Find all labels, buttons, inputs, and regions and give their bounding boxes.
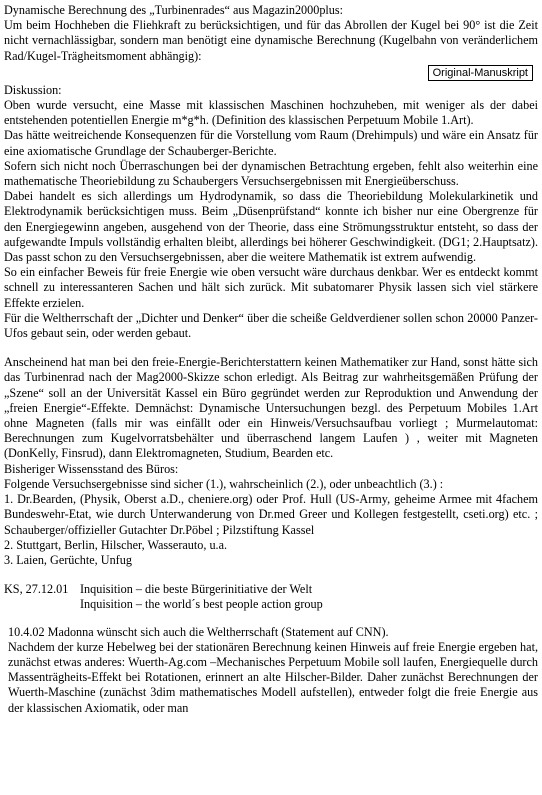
discussion-paragraph: Sofern sich nicht noch Überraschungen bei der dynamischen Betrachtung ergeben, fehlt also weiterhin eine mathematische Theoriebildung zu Schaubergers Versuchsergebnissen mit Energieüberschuss. [4, 158, 538, 189]
discussion-paragraph: So ein einfacher Beweis für freie Energie wie oben versucht wäre durchaus denkbar. Wer es entdeckt kommt schnell zu interessanteren Sachen und hält sich zurück. Mit subatomarer Physik lassen sich viel stärkere Effekte erzielen. [4, 265, 538, 310]
discussion-paragraph: Oben wurde versucht, eine Masse mit klassischen Maschinen hochzuheben, mit weniger als der dabei entstehenden potentiellen Energie m*g*h. (Definition des klassischen Perpetuum Mobile 1.Art). [4, 98, 538, 128]
document-heading: Dynamische Berechnung des „Turbinenrades“ aus Magazin2000plus: [4, 3, 344, 17]
paragraph-spacer [4, 613, 538, 625]
discussion-paragraph: Das hätte weitreichende Konsequenzen für die Vorstellung vom Raum (Drehimpuls) und wäre ein Ansatz für eine axiomatische Grundlage der Schauberger-Berichte. [4, 128, 538, 158]
signature-line-de: Inquisition – die beste Bürgerinitiative der Welt [80, 582, 313, 597]
original-manuscript-button[interactable]: Original-Manuskript [428, 65, 533, 81]
status-title: Bisheriger Wissensstand des Büros: [4, 461, 179, 476]
intro-paragraph: Um beim Hochheben die Fliehkraft zu berücksichtigen, und für das Abrollen der Kugel bei 90° ist die Zeit nicht vernachlässigbar, sondern man benötigt eine dynamische Berechnung (Kugelbahn von veränderlichem Rad/Kugel-Trägheitsmoment abhängig): [4, 18, 538, 63]
document-body [4, 3, 538, 716]
status-item: 3. Laien, Gerüchte, Unfug [4, 552, 132, 567]
discussion-title: Diskussion: [4, 82, 62, 97]
signature-block [4, 582, 538, 612]
paragraph-spacer [4, 341, 538, 355]
signature-lines [80, 582, 538, 612]
madonna-line: 10.4.02 Madonna wünscht sich auch die Weltherrschaft (Statement auf CNN). [8, 624, 389, 639]
office-paragraph: Anscheinend hat man bei den freie-Energie-Berichterstattern keinen Mathematiker zur Hand, sonst hätte sich das Turbinenrad nach der Mag2000-Skizze schon erledigt. Als Beitrag zur wahrheitsgemäßen Prüfung der „Szene“ soll an der Universität Kassel ein Büro gegründet werden zur Reproduktion und Anwendung der „freien Energie“-Effekte. Demnächst: Dynamische Untersuchungen bezgl. des Perpetuum Mobiles 1.Art ohne Magneten (falls mir was einfällt oder ein Hinweis/Versuchsaufbau vorliegt ; Murmelautomat: Berechnungen zum Kugelvorratsbehälter und überraschend langem Laufen ) , weiter mit Magneten (DonKelly, Finsrud), dann Elektromagneten, Studium, Bearden etc. [4, 355, 538, 461]
manuscript-button-row [4, 65, 538, 81]
status-item: 1. Dr.Bearden, (Physik, Oberst a.D., cheniere.org) oder Prof. Hull (US-Army, geheime Armee mit 4fachem Bundeswehr-Etat, wie durch Unterwanderung von Dr.med Greer und Kollegen festgestellt, cseti.org) etc. ; Schauberger/offizieller Gutachter Dr.Pöbel ; Pilzstiftung Kassel [4, 492, 538, 537]
status-item: 2. Stuttgart, Berlin, Hilscher, Wasserauto, u.a. [4, 537, 228, 552]
paragraph-spacer [4, 568, 538, 582]
signature-line-en: Inquisition – the world´s best people action group [80, 597, 323, 612]
status-intro: Folgende Versuchsergebnisse sind sicher (1.), wahrscheinlich (2.), oder unbeachtlich (3.) : [4, 476, 444, 491]
discussion-paragraph: Für die Weltherrschaft der „Dichter und Denker“ über die scheiße Geldverdiener sollen schon 20000 Panzer-Ufos gebaut sein, oder werden gebaut. [4, 310, 538, 341]
wuerth-paragraph: Nachdem der kurze Hebelweg bei der stationären Berechnung keinen Hinweis auf freie Energie ergeben hat, zunächst etwas anderes: Wuerth-Ag.com –Mechanisches Perpetuum Mobile soll laufen, Energiequelle durch Massenträgheits-Effekt bei Rotationen, erinnert an alte Hilscher-Bilder. Daher zunächst Berechnungen der Wuerth-Maschine (zunächst 3dim mathematisches Modell aufstellen), entweder folgt die freie Energie aus der klassischen Axiomatik, oder man [8, 639, 538, 715]
signature-date: KS, 27.12.01 [4, 582, 69, 597]
discussion-paragraph: Dabei handelt es sich allerdings um Hydrodynamik, so dass die Theoriebildung Molekularkinetik und Elektrodynamik berücksichtigen muss. Beim „Düsenprüfstand“ konnte ich bisher nur eine Obergrenze für den Energiegewinn angeben, ausgehend von der Theorie, dass eine Strömungsstruktur entsteht, so dass der aufgewandte Impuls vollständig erhalten bleibt, allerdings bei höherer Geschwindigkeit. (DG1; 2.Hauptsatz). Das passt schon zu den Versuchsergebnissen, aber die weitere Mathematik ist extrem aufwendig. [4, 189, 538, 265]
